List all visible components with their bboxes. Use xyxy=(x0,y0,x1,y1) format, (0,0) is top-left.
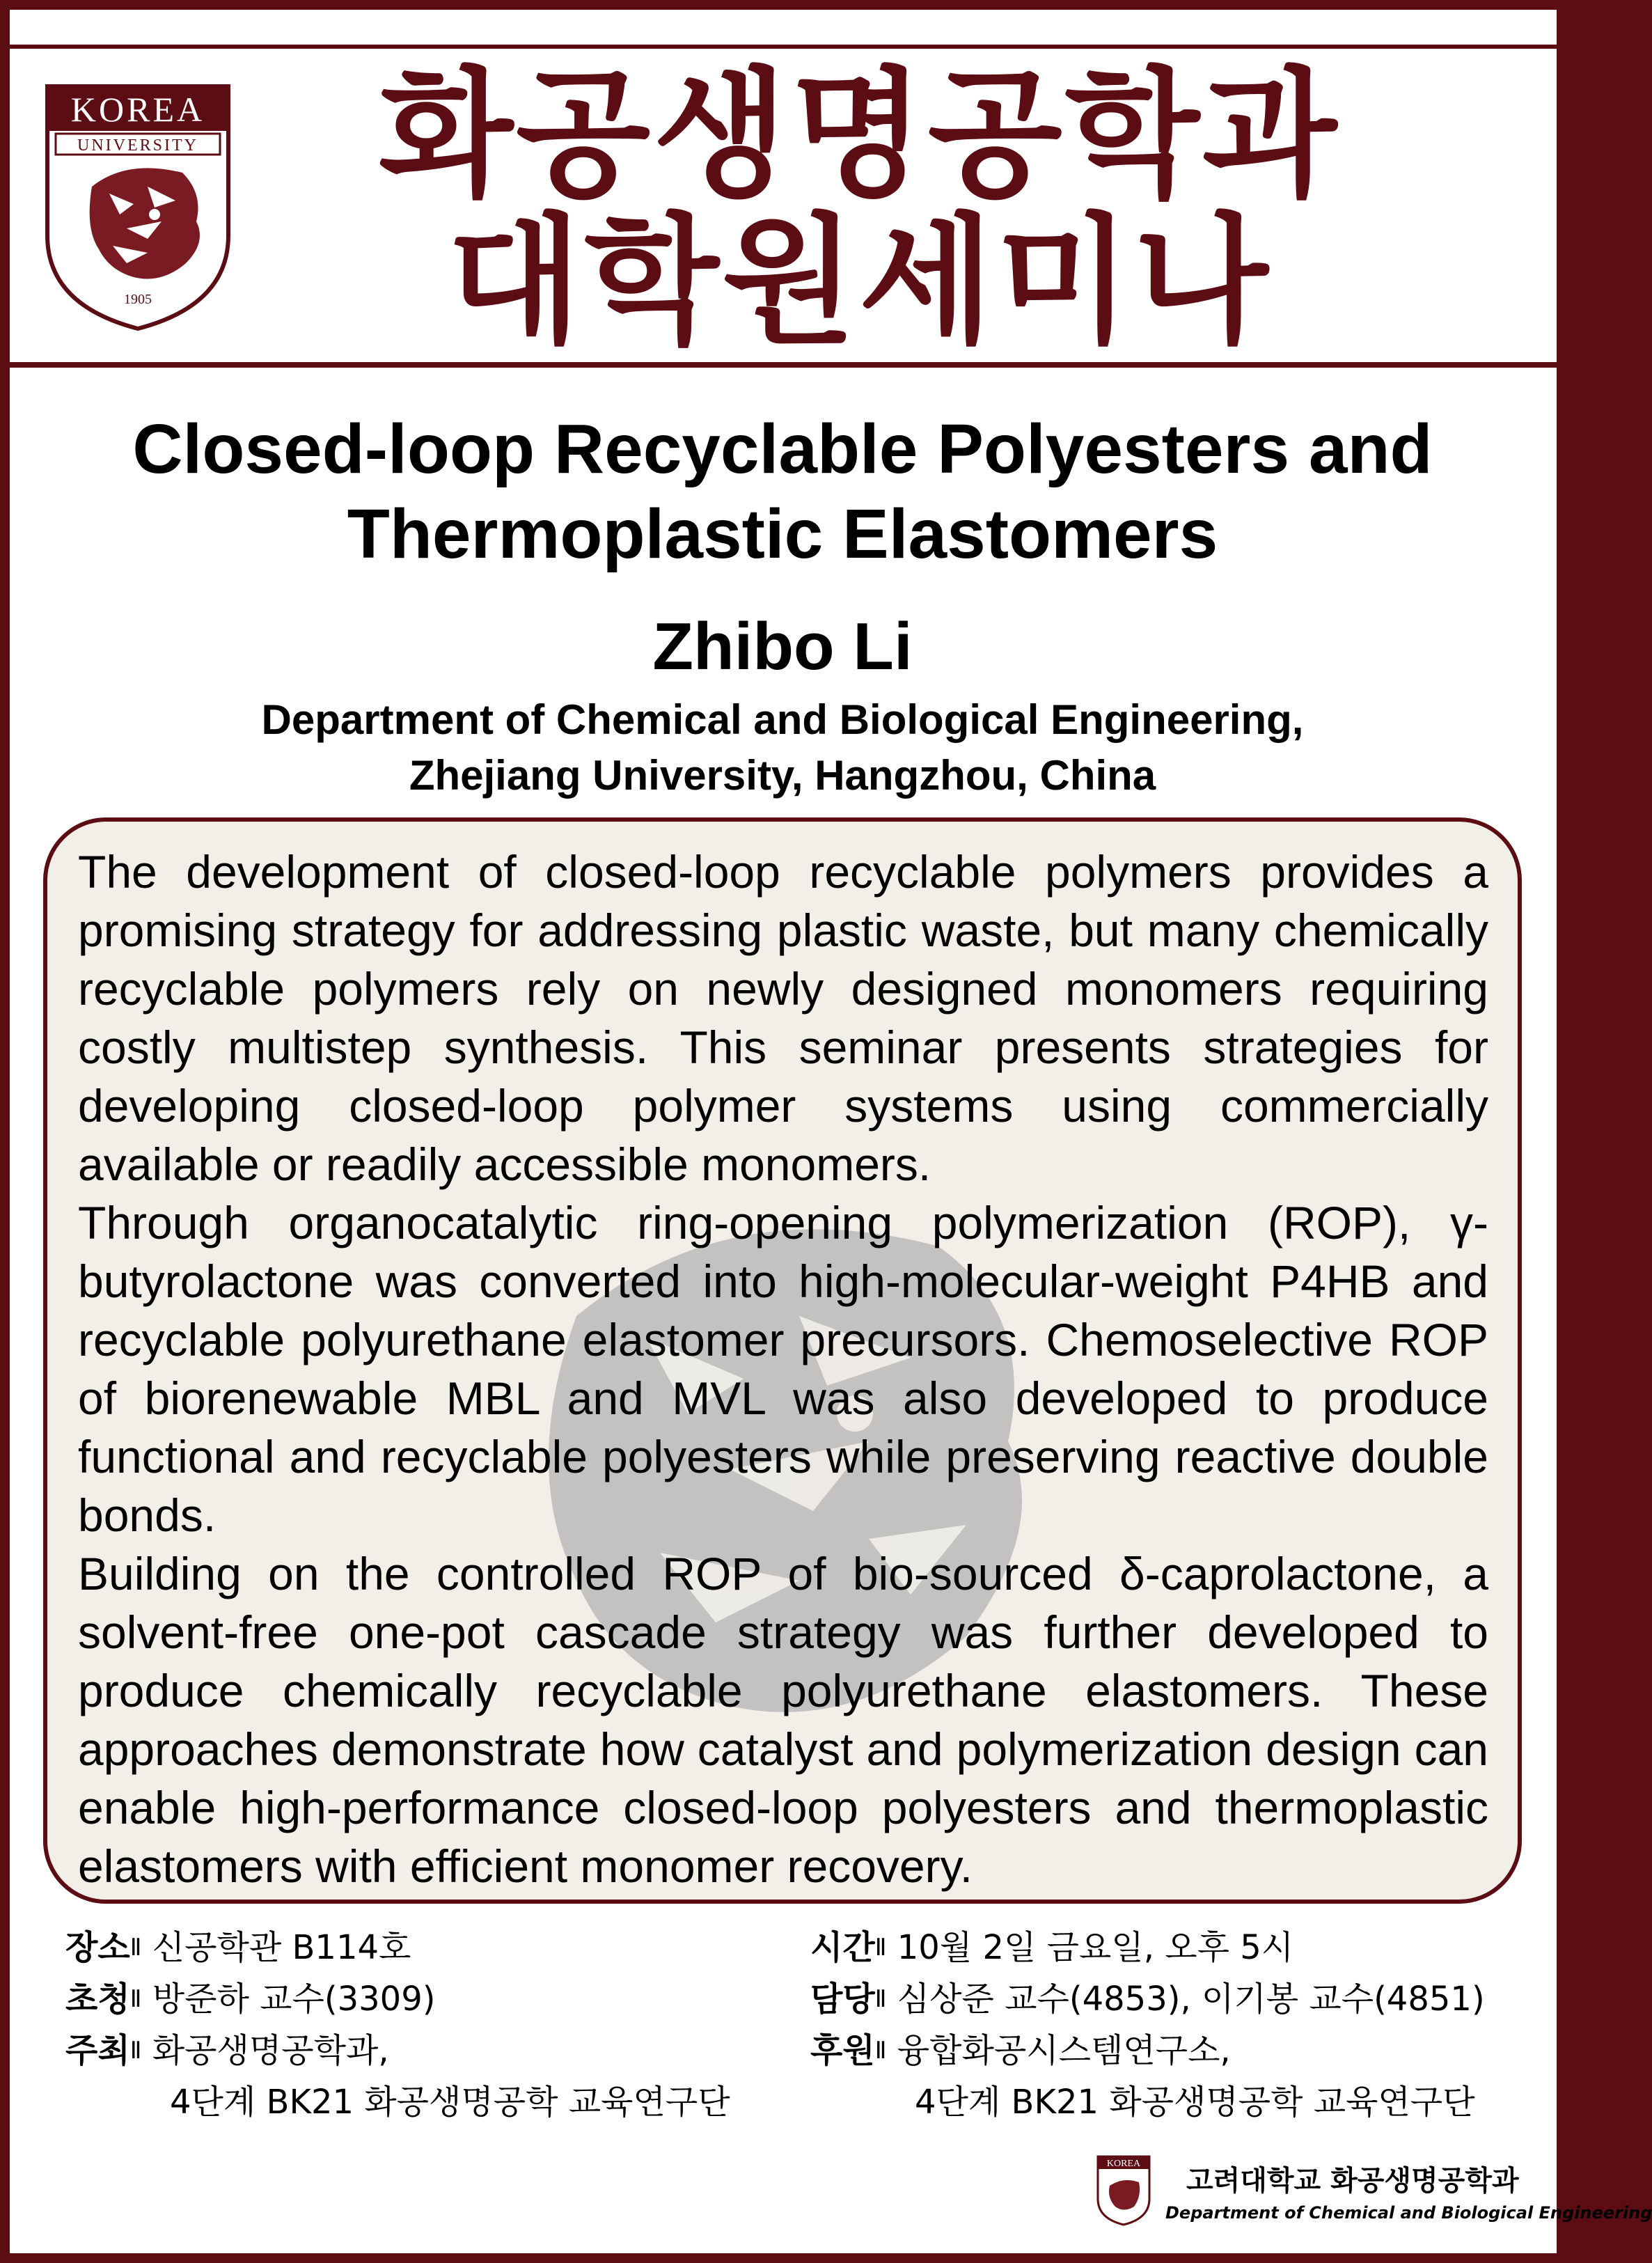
footer-department-name: 고려대학교 화공생명공학과 xyxy=(1186,2165,1519,2197)
organizer-value-line1: 화공생명공학과, xyxy=(152,2031,389,2070)
label-separator: Ⅱ xyxy=(129,2037,142,2065)
logo-top-text: KOREA xyxy=(70,90,205,129)
abstract-box xyxy=(43,817,1522,1904)
event-info-left xyxy=(65,1923,776,2127)
contact-row xyxy=(810,1975,1548,2023)
time-row xyxy=(810,1923,1548,1972)
speaker-affiliation xyxy=(52,692,1513,804)
poster xyxy=(10,10,1652,2253)
abstract-paragraph: Building on the controlled ROP of bio-sourced δ-caprolactone, a solvent-free one-pot cascade strategy was further developed to produce chemically recyclable polyurethane elastomers. These approaches demonstrate how catalyst and polymerization design can enable high-performance closed-loop polyesters and thermoplastic elastomers with efficient monomer recovery. xyxy=(78,1548,1488,1892)
header xyxy=(10,49,1557,368)
header-title-line2: 대학원세미나 xyxy=(447,201,1271,363)
time-value: 10월 2일 금요일, 오후 5시 xyxy=(897,1928,1294,1967)
contact-label: 담당 xyxy=(810,1980,875,2019)
host-row xyxy=(65,1975,776,2023)
footer-department-subtitle: Department of Chemical and Biological Engineering xyxy=(1165,2203,1652,2223)
talk-title-line2: Thermoplastic Elastomers xyxy=(347,495,1218,573)
sponsor-value-line2: 4단계 BK21 화공생명공학 교육연구단 xyxy=(915,2083,1475,2122)
talk-title xyxy=(52,407,1513,577)
sponsor-row xyxy=(810,2026,1548,2075)
label-separator: Ⅱ xyxy=(874,1985,887,2013)
footer-logo-text: KOREA xyxy=(1106,2159,1141,2169)
venue-row xyxy=(65,1923,776,1972)
header-title xyxy=(302,54,1416,363)
top-band xyxy=(10,10,1557,49)
header-title-line1: 화공생명공학과 xyxy=(378,54,1340,217)
label-separator: Ⅱ xyxy=(874,1934,887,1961)
contact-value: 심상준 교수(4853), 이기봉 교수(4851) xyxy=(897,1980,1485,2019)
sponsor-value-line1: 융합화공시스템연구소, xyxy=(897,2031,1231,2070)
abstract-text xyxy=(78,843,1488,1895)
affiliation-line2: Zhejiang University, Hangzhou, China xyxy=(409,752,1156,799)
abstract-paragraph: The development of closed-loop recyclable polymers provides a promising strategy for addressing plastic waste, but many chemically recyclable polymers rely on newly designed monomers requiring costly multistep synthesis. This seminar presents strategies for developing closed-loop polymer systems using commercially available or readily accessible monomers. xyxy=(78,846,1488,1190)
label-separator: Ⅱ xyxy=(129,1934,142,1961)
label-separator: Ⅱ xyxy=(129,1985,142,2013)
speaker-name: Zhibo Li xyxy=(652,609,913,684)
venue-value: 신공학관 B114호 xyxy=(152,1928,411,1967)
organizer-row xyxy=(65,2026,776,2075)
host-value: 방준하 교수(3309) xyxy=(152,1980,436,2019)
organizer-label: 주최 xyxy=(65,2031,130,2070)
logo-year: 1905 xyxy=(124,292,152,307)
label-separator: Ⅱ xyxy=(874,2037,887,2065)
abstract-paragraph: Through organocatalytic ring-opening polymerization (ROP), γ-butyrolactone was converted into high-molecular-weight P4HB and recyclable polyurethane elastomer precursors. Chemoselective ROP of biorenewable MBL and MVL was also developed to produce functional and recyclable polyesters while preserving reactive double bonds. xyxy=(78,1197,1488,1541)
event-info-right xyxy=(810,1923,1548,2127)
logo-sub-text: UNIVERSITY xyxy=(77,136,198,155)
venue-label: 장소 xyxy=(65,1928,130,1967)
organizer-value-line2: 4단계 BK21 화공생명공학 교육연구단 xyxy=(170,2083,730,2122)
sponsor-label: 후원 xyxy=(810,2031,875,2070)
affiliation-line1: Department of Chemical and Biological Engineering, xyxy=(261,696,1304,743)
time-label: 시간 xyxy=(810,1928,875,1967)
talk-title-line1: Closed-loop Recyclable Polyesters and xyxy=(132,410,1433,488)
host-label: 초청 xyxy=(65,1980,130,2019)
korea-university-logo xyxy=(43,82,233,333)
footer-logo xyxy=(1096,2154,1151,2227)
